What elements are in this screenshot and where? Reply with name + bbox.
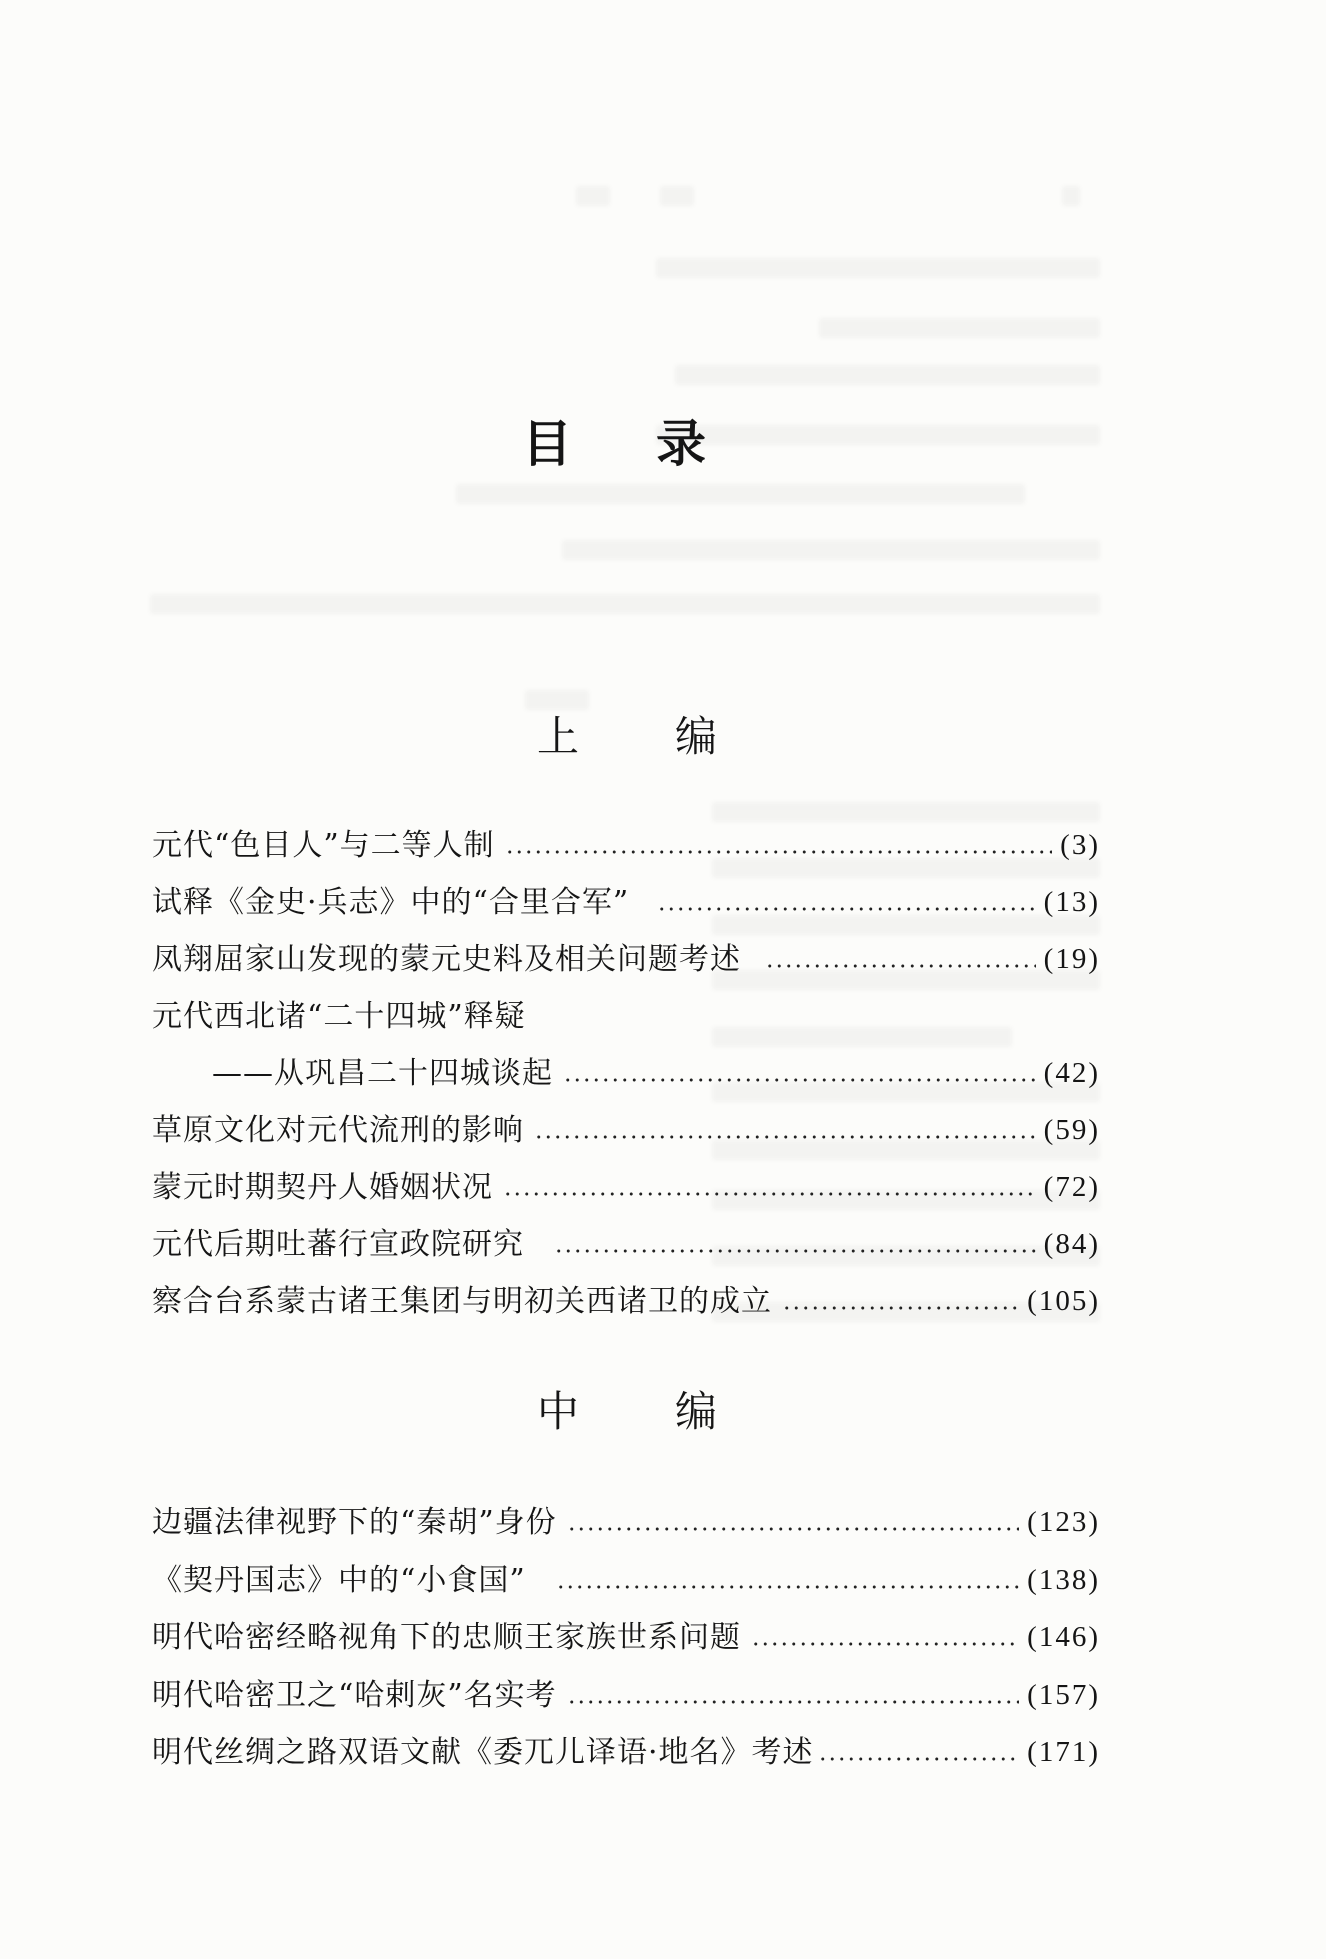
entry-page-number: (72) [1043,1171,1100,1203]
dot-leader [503,1192,1036,1196]
entry-page-number: (157) [1027,1678,1100,1711]
toc-entry [152,1724,1100,1782]
entry-title: 《契丹国志》中的“小食国” [152,1562,526,1598]
entry-title: 明代哈密卫之“哈剌灰”名实考 [152,1677,557,1713]
bleed-through-mark [675,365,1100,385]
entry-page-number: (59) [1043,1114,1100,1146]
dot-leader [657,907,1035,911]
entry-page-number: (19) [1043,943,1100,975]
bleed-through-mark [1062,186,1080,206]
entry-title: 蒙元时期契丹人婚姻状况 [152,1170,493,1205]
toc-entry-subtitle [152,1045,1100,1102]
entry-page-number: (42) [1043,1057,1100,1089]
entry-page-number: (123) [1027,1506,1100,1538]
bleed-through-mark [456,484,1025,504]
dot-leader [563,1078,1036,1082]
toc-entry [152,1552,1100,1610]
dot-leader [554,1249,1036,1253]
dot-leader [534,1135,1036,1139]
toc-entry [152,1102,1100,1159]
entry-title: 察合台系蒙古诸王集团与明初关西诸卫的成立 [152,1284,772,1319]
toc-entry [152,1273,1100,1330]
bleed-through-mark [562,540,1100,560]
entry-page-number: (13) [1043,886,1100,918]
entry-page-number: (105) [1027,1285,1100,1317]
entry-title: ——从巩昌二十四城谈起 [212,1056,553,1091]
entry-title: 凤翔屈家山发现的蒙元史料及相关问题考述 [152,942,741,977]
toc-entry [152,874,1100,931]
bleed-through-mark [660,186,694,206]
entry-title: 边疆法律视野下的“秦胡”身份 [152,1505,557,1540]
dot-leader [505,850,1052,854]
dot-leader [782,1306,1019,1310]
bleed-through-mark [525,690,589,710]
bleed-through-mark [150,594,1100,614]
bleed-through-mark [576,186,610,206]
bleed-through-mark [656,258,1100,278]
toc-entry [152,1159,1100,1216]
dot-leader [567,1527,1019,1531]
toc-entry [152,817,1100,874]
toc-entry [152,931,1100,988]
toc-entry [152,1216,1100,1273]
entry-page-number: (138) [1027,1563,1100,1596]
entry-page-number: (84) [1043,1228,1100,1260]
toc-entry [152,988,1100,1045]
section-heading-upper: 上编 [537,712,814,761]
dot-leader [751,1642,1019,1646]
dot-leader [556,1585,1019,1589]
entry-title: 明代丝绸之路双语文献《委兀儿译语·地名》考述 [152,1735,814,1770]
entry-title: 元代西北诸“二十四城”释疑 [152,999,526,1034]
bleed-through-mark [819,318,1100,338]
entry-title: 草原文化对元代流刑的影响 [152,1113,524,1148]
entry-title: 明代哈密经略视角下的忠顺王家族世系问题 [152,1620,741,1655]
section-entries-middle [152,1494,1100,1782]
toc-entry [152,1667,1100,1725]
dot-leader [765,964,1036,968]
toc-entry [152,1609,1100,1667]
entry-title: 试释《金史·兵志》中的“合里合军” [152,885,630,920]
entry-title: 元代后期吐蕃行宣政院研究 [152,1227,524,1262]
entry-page-number: (3) [1060,829,1100,861]
entry-page-number: (171) [1027,1736,1100,1768]
dot-leader [567,1700,1019,1704]
dot-leader [818,1757,1020,1761]
toc-entry [152,1494,1100,1552]
page-title: 目录 [522,414,790,473]
entry-page-number: (146) [1027,1621,1100,1653]
section-entries-upper [152,817,1100,1330]
section-heading-middle: 中编 [537,1387,814,1436]
entry-title: 元代“色目人”与二等人制 [152,828,495,863]
